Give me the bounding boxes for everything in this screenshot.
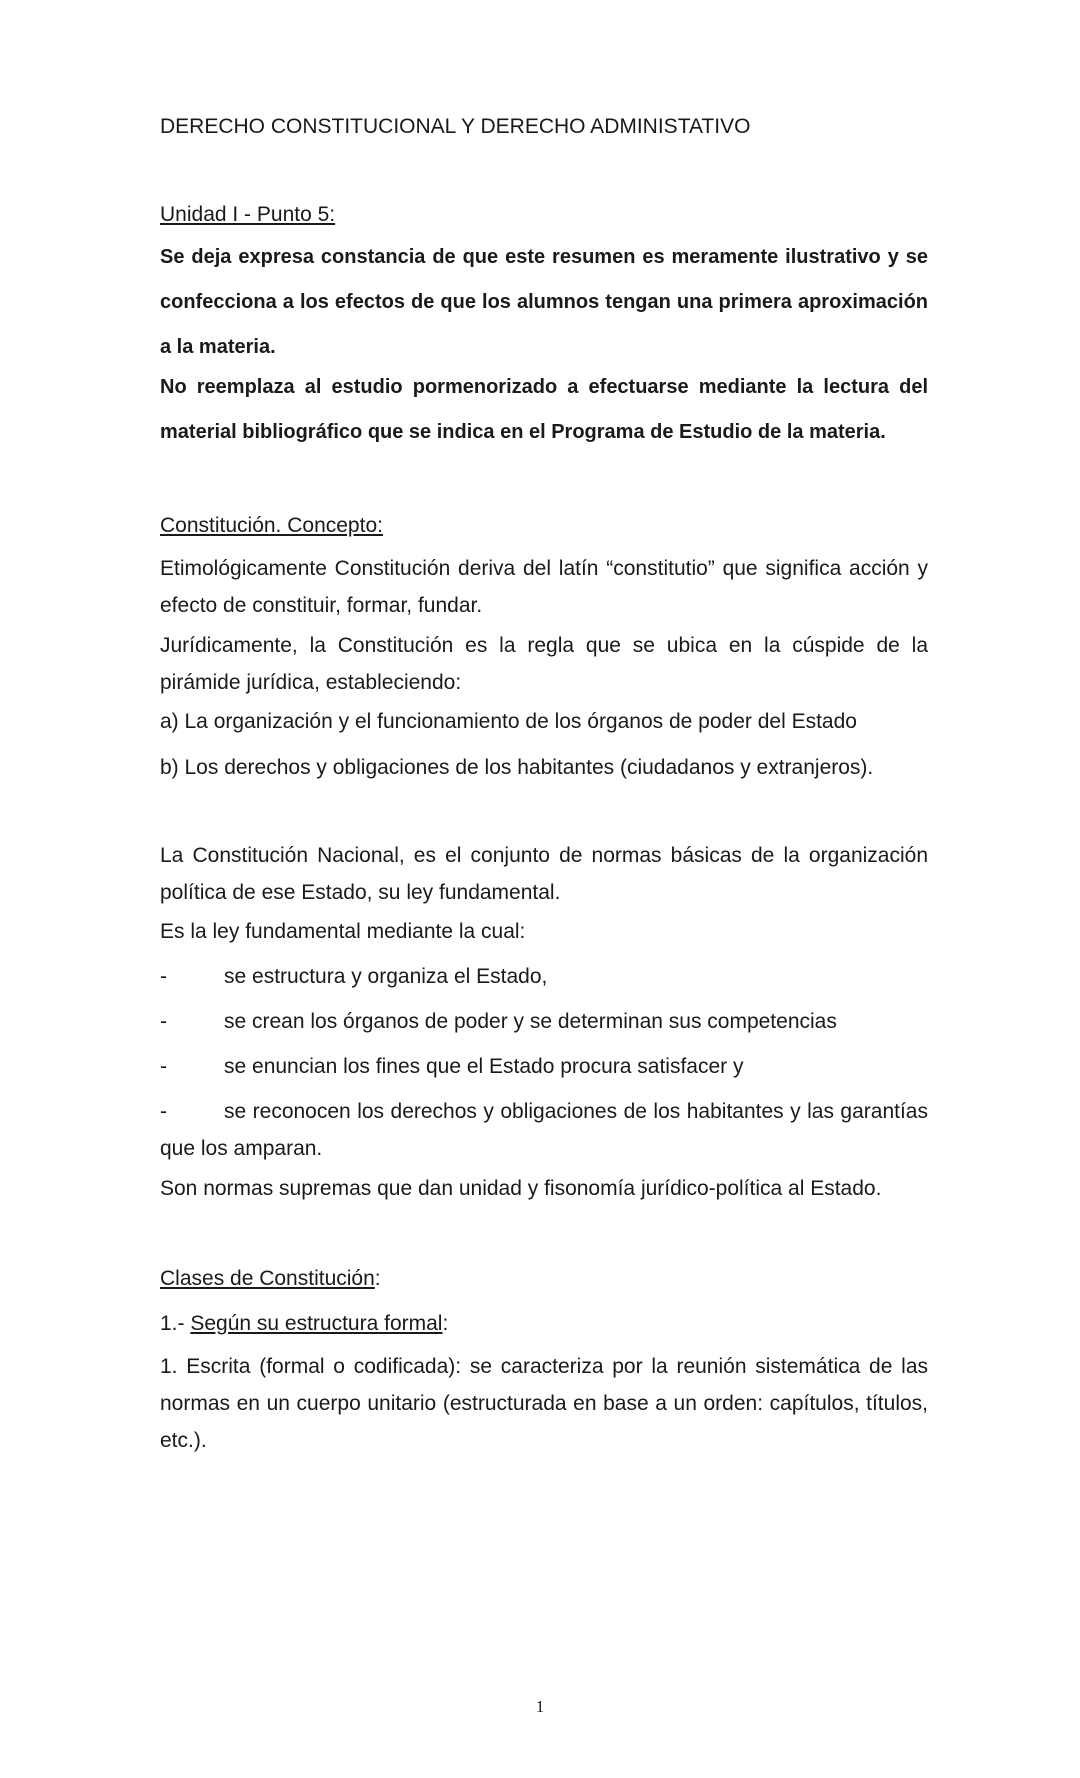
paragraph-ley-fundamental: Es la ley fundamental mediante la cual: xyxy=(160,920,526,943)
list-item-a: a) La organización y el funcionamiento de los órganos de poder del Estado xyxy=(160,710,857,733)
unit-heading: Unidad I - Punto 5: xyxy=(160,203,336,226)
bullet-marker: - xyxy=(160,1010,167,1033)
paragraph-escrita: 1. Escrita (formal o codificada): se caracteriza por la reunión sistemática de las normas en un cuerpo unitario (estructurada en base a un orden: capítulos, títulos, etc.). xyxy=(160,1355,928,1452)
list-item-b: b) Los derechos y obligaciones de los habitantes (ciudadanos y extranjeros). xyxy=(160,756,874,779)
disclaimer-paragraph-1: Se deja expresa constancia de que este resumen es meramente ilustrativo y se confecciona a los efectos de que los alumnos tengan una primera aproximación a la materia. xyxy=(160,246,928,358)
section-heading-clases-text: Clases de Constitución xyxy=(160,1267,375,1290)
section-heading-clases-colon: : xyxy=(374,1267,381,1290)
bullet-item xyxy=(160,1093,928,1167)
paragraph-constitucion-nacional: La Constitución Nacional, es el conjunto de normas básicas de la organización política de ese Estado, su ley fundamental. xyxy=(160,844,928,904)
bullet-item xyxy=(160,1003,928,1040)
subheading-colon: : xyxy=(442,1312,449,1335)
bullet-marker: - xyxy=(160,965,167,988)
bullet-text: se estructura y organiza el Estado, xyxy=(224,965,548,988)
paragraph-normas-supremas: Son normas supremas que dan unidad y fisonomía jurídico-política al Estado. xyxy=(160,1177,882,1200)
section-heading-constitucion-concepto: Constitución. Concepto: xyxy=(160,514,383,537)
page-number: 1 xyxy=(535,1697,545,1716)
paragraph-etimologia: Etimológicamente Constitución deriva del latín “constitutio” que significa acción y efecto de constituir, formar, fundar. xyxy=(160,557,928,617)
bullet-text: se reconocen los derechos y obligaciones de los habitantes y las garantías que los amparan. xyxy=(160,1100,928,1160)
subheading-estructura-formal xyxy=(160,1305,928,1342)
bullet-item xyxy=(160,1048,928,1085)
bullet-marker: - xyxy=(160,1100,167,1123)
bullet-marker: - xyxy=(160,1055,167,1078)
section-heading-clases xyxy=(160,1260,928,1297)
bullet-text: se crean los órganos de poder y se determinan sus competencias xyxy=(224,1010,837,1033)
bullet-text: se enuncian los fines que el Estado procura satisfacer y xyxy=(224,1055,744,1078)
disclaimer-paragraph-2: No reemplaza al estudio pormenorizado a efectuarse mediante la lectura del material bibliográfico que se indica en el Programa de Estudio de la materia. xyxy=(160,376,928,443)
subheading-prefix: 1.- xyxy=(160,1312,191,1335)
bullet-item xyxy=(160,958,928,995)
document-title: DERECHO CONSTITUCIONAL Y DERECHO ADMINISTATIVO xyxy=(160,115,751,138)
subheading-text: Según su estructura formal xyxy=(190,1312,443,1335)
paragraph-juridicamente: Jurídicamente, la Constitución es la regla que se ubica en la cúspide de la pirámide jurídica, estableciendo: xyxy=(160,634,928,694)
